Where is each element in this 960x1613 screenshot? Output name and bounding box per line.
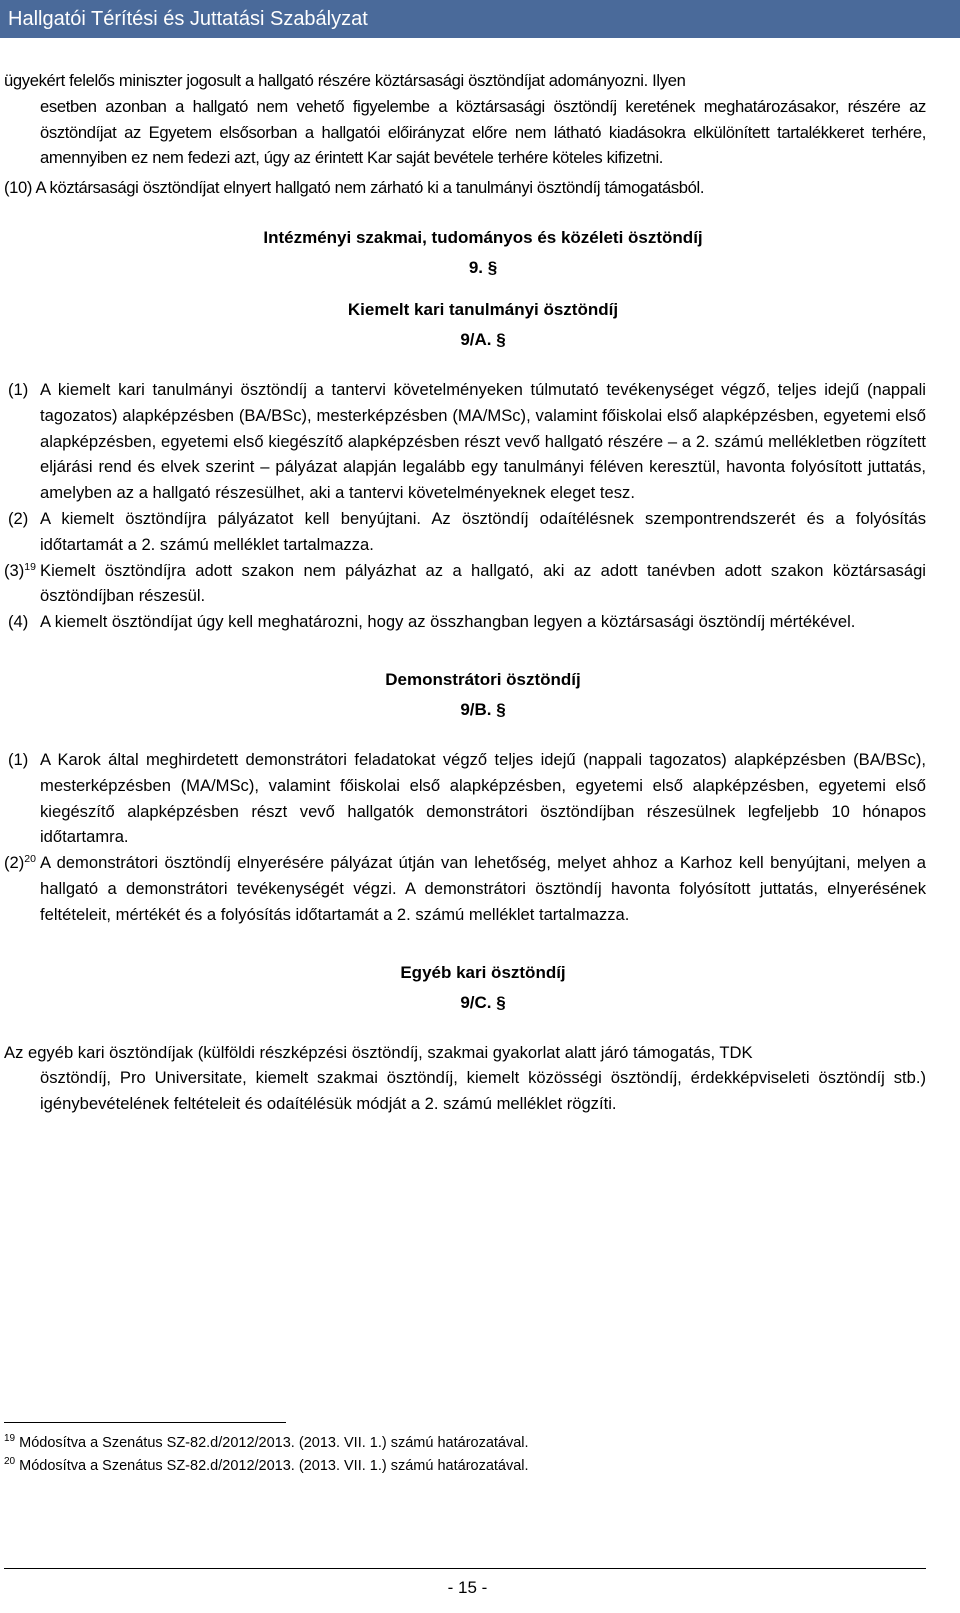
item-text: A demonstrátori ösztöndíj elnyerésére pályázat útján van lehetőség, melyet ahhoz a Karhoz kell benyújtani, melyen a hallgató a demonstrátori tevékenységét végzi. A demonstrátori ösztöndíj havonta folyósított juttatás, elnyerésének feltételeit, mértékét és a folyósítás időtartamát a 2. számú melléklet tartalmazza. <box>40 853 926 924</box>
section-9a-items <box>4 377 926 635</box>
item-text: A Karok által meghirdetett demonstrátori feladatokat végző teljes idejű (nappali tagozatos) alapképzésben (BA/BSc), mesterképzésben (MA/MSc), valamint főiskolai első alapképzésben, egyetemi első alapképzésben, egyetemi első kiegészítő alapképzésben részt vevő hallgatók demonstrátori ösztöndíjban részesülnek legfeljebb 10 hónapos időtartamra. <box>40 749 926 847</box>
item-number: (2) <box>8 508 29 528</box>
section-9b-item-1 <box>8 747 926 850</box>
item-number: $(2)^{20}$ <box>4 853 36 873</box>
section-9-number: 9. § <box>468 257 498 277</box>
item-text: A kiemelt ösztöndíjat úgy kell meghatározni, hogy az összhangban legyen a köztársasági ösztöndíj mértékével. <box>40 612 856 632</box>
section-9a-item-4 <box>8 609 926 635</box>
page-number: - 15 - <box>447 1578 488 1597</box>
section-9c-first-line: Az egyéb kari ösztöndíjak (külföldi részképzési ösztöndíj, szakmai gyakorlat alatt járó támogatás, TDK <box>4 1042 753 1062</box>
section-9a-item-3 <box>4 558 926 610</box>
section-9b-item-2 <box>4 850 926 927</box>
intro-first-line: ügyekért felelős miniszter jogosult a hallgató részére köztársasági ösztöndíjat adományozni. Ilyen <box>4 71 686 90</box>
header-title: Hallgatói Térítési és Juttatási Szabályzat <box>8 8 368 30</box>
intro-paragraph: esetben azonban a hallgató nem vehető figyelembe a köztársasági ösztöndíj keretének meghatározásakor, részére az ösztöndíjat az Egyetem elsősorban a hallgatói előirányzat előre nem látható kiadásokra elkülönített tartalékkeret terhére, amennyiben ez nem fedezi azt, úgy az érintett Kar saját bevétele terhére köteles kifizetni. <box>40 96 926 168</box>
footnotes <box>4 1432 904 1478</box>
section-9a-item-1 <box>8 377 926 506</box>
document-header <box>0 0 960 38</box>
section-9a-item-2 <box>8 506 926 558</box>
section-9c-title: Egyéb kari ösztöndíj <box>400 962 566 982</box>
section-9b-number: 9/B. § <box>460 699 506 719</box>
section-9b-items <box>4 747 926 928</box>
item-text: A kiemelt ösztöndíjra pályázatot kell benyújtani. Az ösztöndíj odaítélésnek szempontrendszerét és a folyósítás időtartamát a 2. számú melléklet tartalmazza. <box>40 508 926 554</box>
section-9c-number: 9/C. § <box>460 992 506 1012</box>
item-text: Kiemelt ösztöndíjra adott szakon nem pályázhat az a hallgató, aki az adott tanévben adott szakon köztársasági ösztöndíjban részesül. <box>40 560 926 606</box>
footnote-20: $^{20}$ Módosítva a Szenátus SZ-82.d/2012/2013. (2013. VII. 1.) számú határozatával. <box>4 1456 529 1474</box>
document-body <box>4 68 926 1117</box>
section-9c-paragraph: ösztöndíj, Pro Universitate, kiemelt szakmai ösztöndíj, kiemelt közösségi ösztöndíj, érdekképviseleti ösztöndíj stb.) igénybevételének feltételeit és odaítélésük módját a 2. számú melléklet rögzíti. <box>40 1068 926 1114</box>
footer-separator <box>4 1568 926 1569</box>
footnote-separator <box>4 1422 286 1423</box>
section-9b-title: Demonstrátori ösztöndíj <box>385 669 581 689</box>
section-9-title: Intézményi szakmai, tudományos és közéleti ösztöndíj <box>263 227 703 247</box>
item-number: (1) <box>8 749 29 769</box>
section-9a-number: 9/A. § <box>460 329 506 349</box>
footnote-19: $^{19}$ Módosítva a Szenátus SZ-82.d/2012/2013. (2013. VII. 1.) számú határozatával. <box>4 1433 529 1451</box>
paragraph-10: (10) A köztársasági ösztöndíjat elnyert hallgató nem zárható ki a tanulmányi ösztöndíj támogatásból. <box>4 178 705 198</box>
item-number: (1) <box>8 379 29 399</box>
item-number: (4) <box>8 612 29 632</box>
footnote-ref[interactable]: 20 <box>24 853 36 866</box>
section-9a-title: Kiemelt kari tanulmányi ösztöndíj <box>347 299 619 319</box>
item-text: A kiemelt kari tanulmányi ösztöndíj a tantervi követelményeken túlmutató tevékenységet végző, teljes idejű (nappali tagozatos) alapképzésben (BA/BSc), mesterképzésben (MA/MSc), valamint főiskolai első alapképzésben, egyetemi első alapképzésben, egyetemi első kiegészítő alapképzésben részt vevő hallgató részére – a 2. számú mellékletben rögzített eljárási rend és elvek szerint – pályázat alapján legalább egy tanulmányi féléven keresztül, havonta folyósított juttatás, amelyben az a hallgató részesülhet, aki a tantervi követelményeknek eleget tesz. <box>40 379 926 503</box>
footnote-ref[interactable]: 19 <box>24 560 36 573</box>
item-number: $(3)^{19}$ <box>4 560 36 580</box>
